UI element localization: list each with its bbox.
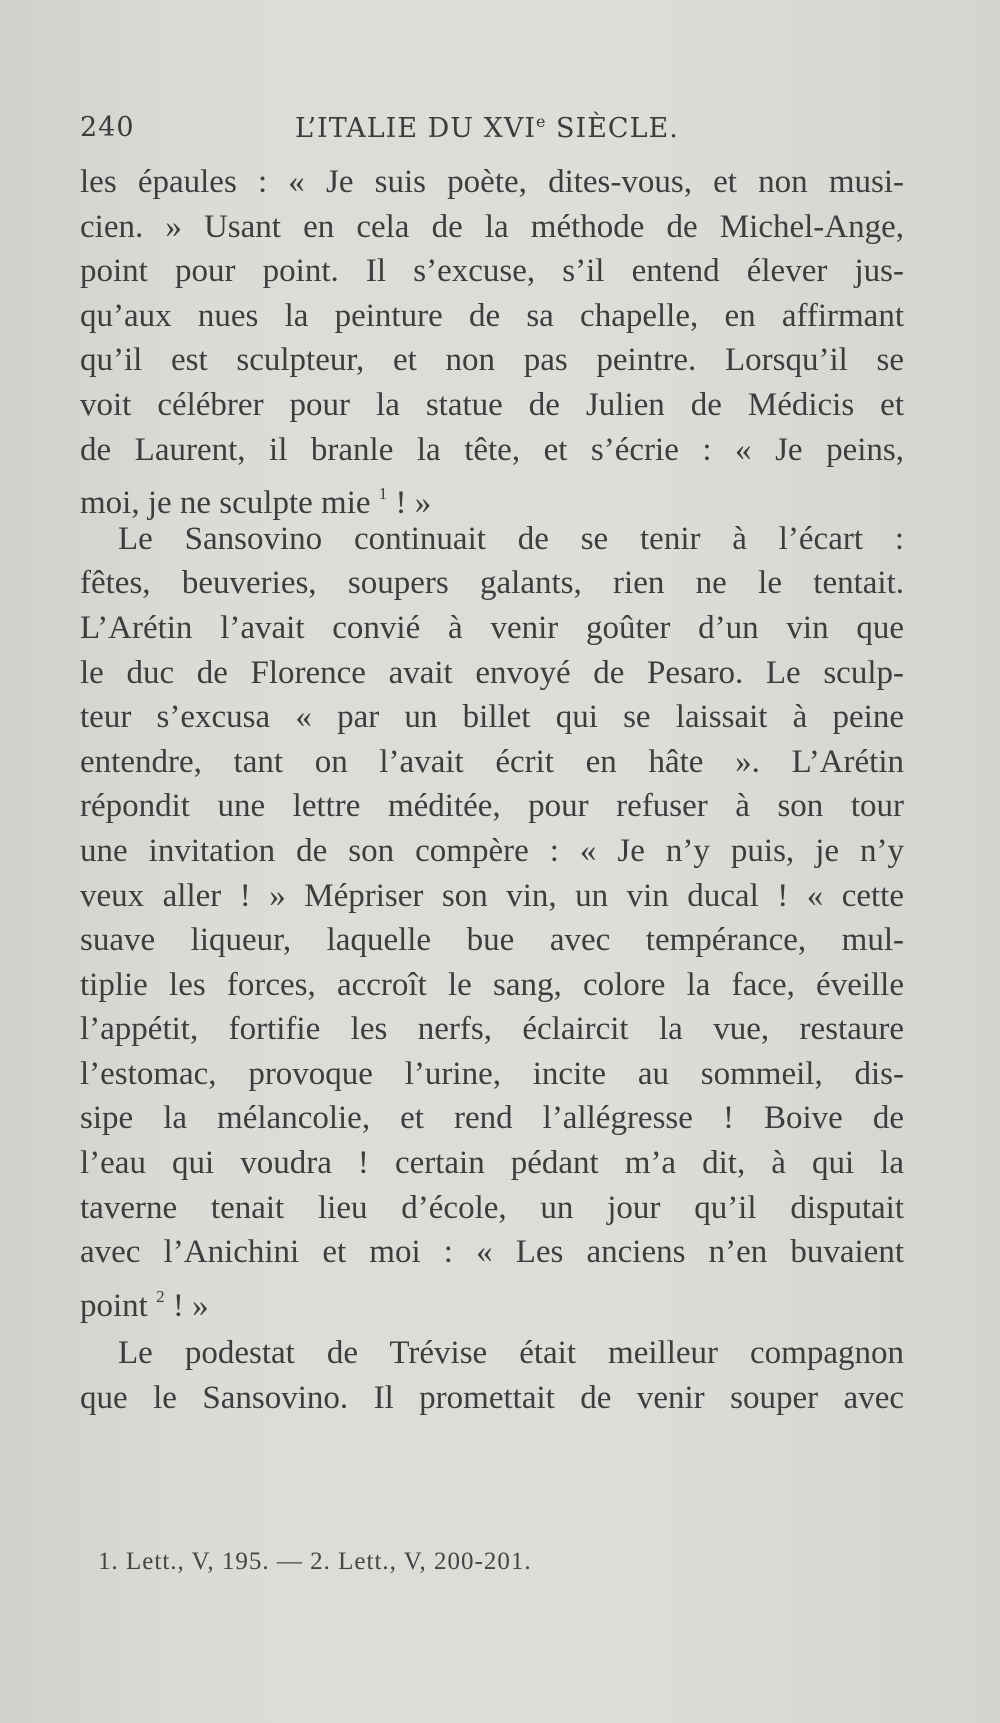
- text-line: qu’il est sculpteur, et non pas peintre. Lorsqu’il se: [80, 342, 904, 379]
- line-text: ! »: [164, 1287, 209, 1324]
- page-number: 240: [80, 112, 135, 143]
- line-text: moi, je ne sculpte mie: [80, 485, 371, 522]
- text-line: entendre, tant on l’avait écrit en hâte ». L’Arétin: [80, 743, 904, 780]
- text-line: une invitation de son compère : « Je n’y puis, je n’y: [80, 832, 904, 869]
- text-line: point pour point. Il s’excuse, s’il entend élever jus-: [80, 253, 904, 290]
- running-title-end: SIÈCLE.: [546, 113, 679, 144]
- body-text: [80, 160, 904, 1421]
- text-line: L’Arétin l’avait convié à venir goûter d’un vin que: [80, 609, 904, 646]
- running-title: [295, 112, 679, 144]
- footnotes: 1. Lett., V, 195. — 2. Lett., V, 200-201.: [98, 1548, 532, 1575]
- running-title-main: L’ITALIE DU XVI: [295, 113, 536, 144]
- text-line: voit célébrer pour la statue de Julien de Médicis et: [80, 386, 904, 423]
- text-line: l’eau qui voudra ! certain pédant m’a dit, à qui la: [80, 1145, 904, 1182]
- text-line: qu’aux nues la peinture de sa chapelle, en affirmant: [80, 297, 904, 334]
- text-line: suave liqueur, laquelle bue avec tempérance, mul-: [80, 922, 904, 959]
- text-line: [80, 1275, 904, 1324]
- text-line: tiplie les forces, accroît le sang, colore la face, éveille: [80, 966, 904, 1003]
- footnote-marker: 1: [378, 484, 388, 504]
- text-line: les épaules : « Je suis poète, dites-vous, et non musi-: [80, 164, 904, 200]
- text-line: l’appétit, fortifie les nerfs, éclaircit la vue, restaure: [80, 1011, 904, 1048]
- text-line: avec l’Anichini et moi : « Les anciens n’en buvaient: [80, 1234, 904, 1271]
- text-line: Le podestat de Trévise était meilleur compagnon: [118, 1335, 904, 1372]
- text-line: teur s’excusa « par un billet qui se laissait à peine: [80, 699, 904, 736]
- text-line: [80, 472, 904, 522]
- text-line: cien. » Usant en cela de la méthode de Michel-Ange,: [80, 208, 904, 245]
- text-line: sipe la mélancolie, et rend l’allégresse ! Boive de: [80, 1100, 904, 1137]
- text-line: que le Sansovino. Il promettait de venir souper avec: [80, 1380, 904, 1417]
- text-line: l’estomac, provoque l’urine, incite au sommeil, dis-: [80, 1055, 904, 1092]
- line-text: ! »: [387, 485, 432, 522]
- text-line: taverne tenait lieu d’école, un jour qu’il disputait: [80, 1189, 904, 1226]
- text-line: veux aller ! » Mépriser son vin, un vin ducal ! « cette: [80, 877, 904, 914]
- text-line: répondit une lettre méditée, pour refuser à son tour: [80, 788, 904, 825]
- text-line: le duc de Florence avait envoyé de Pesaro. Le sculp-: [80, 654, 904, 691]
- line-text: point: [80, 1287, 148, 1324]
- footnote-marker: 2: [156, 1286, 165, 1306]
- text-line: fêtes, beuveries, soupers galants, rien ne le tentait.: [80, 565, 904, 602]
- page-header: [80, 112, 900, 152]
- running-title-superscript: e: [536, 112, 547, 131]
- text-line: Le Sansovino continuait de se tenir à l’écart :: [118, 520, 904, 557]
- text-line: de Laurent, il branle la tête, et s’écrie : « Je peins,: [80, 431, 904, 468]
